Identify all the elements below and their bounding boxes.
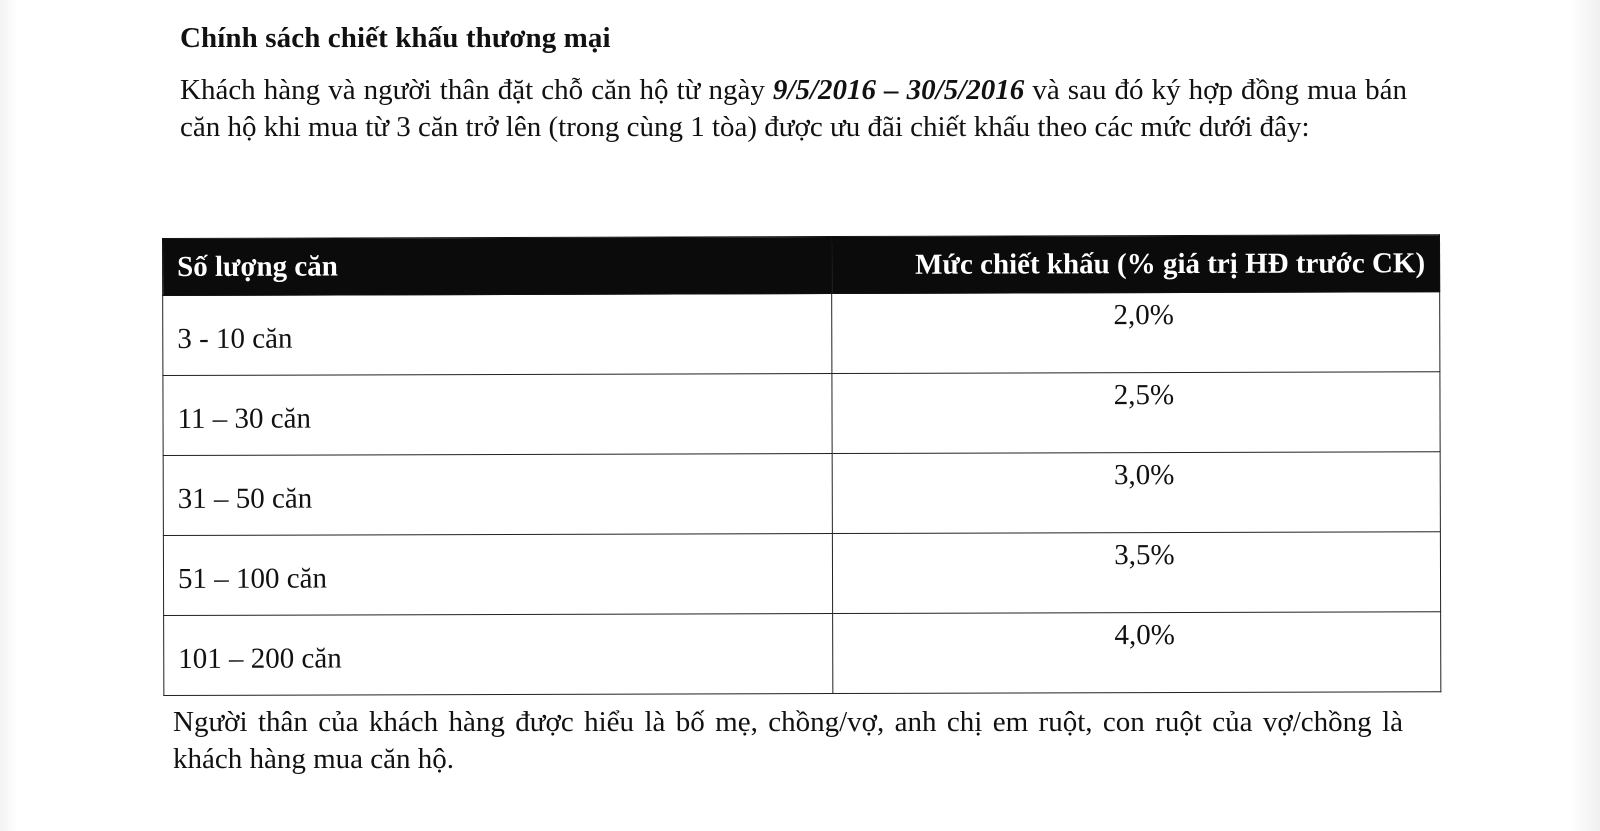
discount-cell: 3,0% xyxy=(832,452,1440,534)
table-row xyxy=(163,452,1440,536)
discount-cell: 2,5% xyxy=(832,372,1440,454)
table-header-row xyxy=(163,235,1440,296)
quantity-cell: 31 – 50 căn xyxy=(163,454,832,536)
section-heading: Chính sách chiết khấu thương mại xyxy=(180,22,611,54)
discount-cell: 4,0% xyxy=(833,612,1441,694)
table-row xyxy=(164,612,1441,696)
table-row xyxy=(163,292,1440,376)
quantity-cell: 11 – 30 căn xyxy=(163,374,832,456)
table-row xyxy=(163,532,1440,616)
intro-text-start: Khách hàng và người thân đặt chỗ căn hộ từ ngày xyxy=(180,74,773,106)
table-row xyxy=(163,372,1440,456)
quantity-cell: 51 – 100 căn xyxy=(163,534,832,616)
discount-table xyxy=(162,234,1441,696)
header-discount-rate: Mức chiết khấu (% giá trị HĐ trước CK) xyxy=(831,235,1439,294)
relatives-note: Người thân của khách hàng được hiểu là bố mẹ, chồng/vợ, anh chị em ruột, con ruột của vợ/chồng là khách hàng mua căn hộ. xyxy=(173,706,1403,775)
intro-paragraph xyxy=(180,72,1407,146)
offer-date-range: 9/5/2016 – 30/5/2016 xyxy=(772,74,1025,106)
discount-cell: 3,5% xyxy=(832,532,1440,614)
header-quantity: Số lượng căn xyxy=(163,237,832,296)
quantity-cell: 101 – 200 căn xyxy=(164,614,833,696)
discount-cell: 2,0% xyxy=(832,292,1440,374)
quantity-cell: 3 - 10 căn xyxy=(163,294,832,376)
intro-text-end: và sau đó ký hợp đồng mua bán căn hộ khi mua từ 3 căn trở lên (trong cùng 1 tòa) được ưu đãi chiết khấu theo các mức dưới đây: xyxy=(180,74,1407,143)
